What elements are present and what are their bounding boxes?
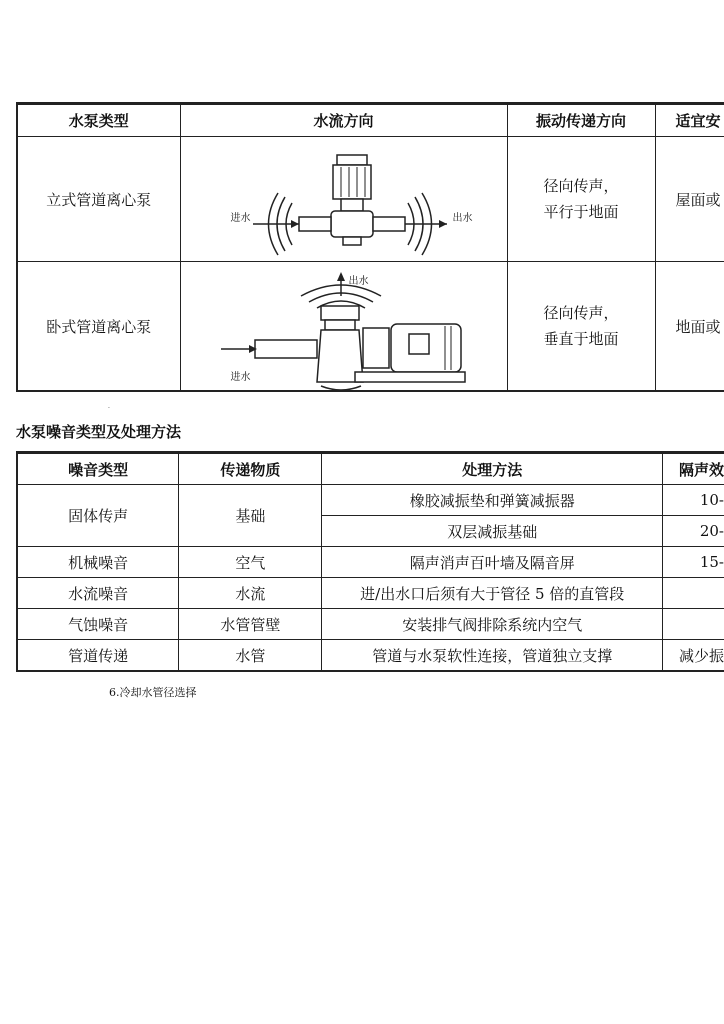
medium-cell: 空气 xyxy=(179,547,322,578)
table-row xyxy=(17,485,724,516)
noise-table-header-row xyxy=(17,453,724,485)
effect-cell: 15- xyxy=(662,547,724,578)
effect-cell: 20- xyxy=(662,516,724,547)
medium-cell: 水流 xyxy=(179,578,322,609)
header-noise-type: 噪音类型 xyxy=(17,453,179,485)
medium-cell: 基础 xyxy=(179,485,322,547)
horizontal-pump-diagram xyxy=(180,262,507,392)
noise-type-table xyxy=(16,451,724,672)
effect-cell: 减少振 xyxy=(662,640,724,672)
vibration-line1: 径向传声， xyxy=(543,304,619,322)
header-medium: 传递物质 xyxy=(179,453,322,485)
effect-cell xyxy=(662,609,724,640)
vibration-line2: 平行于地面 xyxy=(543,203,619,221)
method-cell: 橡胶减振垫和弹簧减振器 xyxy=(322,485,663,516)
vibration-direction-cell xyxy=(507,137,655,262)
pump-type-cell: 卧式管道离心泵 xyxy=(17,262,180,392)
noise-type-cell: 管道传递 xyxy=(17,640,179,672)
effect-cell: 10- xyxy=(662,485,724,516)
vibration-line1: 径向传声， xyxy=(543,177,619,195)
noise-type-cell: 固体传声 xyxy=(17,485,179,547)
caption: 6.冷却水管径选择 xyxy=(109,686,197,699)
outlet-label: 出水 xyxy=(348,276,369,287)
header-vibration-direction: 振动传递方向 xyxy=(507,104,655,137)
stray-dot: . xyxy=(108,403,110,410)
medium-cell: 水管管壁 xyxy=(179,609,322,640)
section-title: 水泵噪音类型及处理方法 xyxy=(16,423,182,441)
horizontal-pump-illustration xyxy=(181,262,507,390)
table-row xyxy=(17,262,724,392)
noise-type-cell: 机械噪音 xyxy=(17,547,179,578)
table-row xyxy=(17,609,724,640)
header-install-location: 适宜安 xyxy=(655,104,724,137)
inlet-label: 进水 xyxy=(230,372,251,383)
medium-cell: 水管 xyxy=(179,640,322,672)
noise-type-cell: 气蚀噪音 xyxy=(17,609,179,640)
noise-type-cell: 水流噪音 xyxy=(17,578,179,609)
inlet-label: 进水 xyxy=(230,213,251,224)
vibration-direction-cell xyxy=(507,262,655,392)
method-cell: 管道与水泵软性连接，管道独立支撑 xyxy=(322,640,663,672)
install-location-cell: 屋面或 xyxy=(655,137,724,262)
pump-table-header-row xyxy=(17,104,724,137)
table-row xyxy=(17,640,724,672)
vertical-pump-diagram xyxy=(180,137,507,262)
vertical-pump-illustration xyxy=(181,137,507,261)
vibration-line2: 垂直于地面 xyxy=(543,330,619,348)
header-effect: 隔声效 xyxy=(662,453,724,485)
header-pump-type: 水泵类型 xyxy=(17,104,180,137)
table-row xyxy=(17,578,724,609)
install-location-cell: 地面或 xyxy=(655,262,724,392)
method-cell: 双层减振基础 xyxy=(322,516,663,547)
outlet-label: 出水 xyxy=(452,213,473,224)
method-cell: 进/出水口后须有大于管径 5 倍的直管段 xyxy=(322,578,663,609)
header-flow-direction: 水流方向 xyxy=(180,104,507,137)
table-row xyxy=(17,137,724,262)
effect-cell xyxy=(662,578,724,609)
header-method: 处理方法 xyxy=(322,453,663,485)
method-cell: 安装排气阀排除系统内空气 xyxy=(322,609,663,640)
pump-type-cell: 立式管道离心泵 xyxy=(17,137,180,262)
pump-type-table xyxy=(16,102,724,392)
method-cell: 隔声消声百叶墙及隔音屏 xyxy=(322,547,663,578)
table-row xyxy=(17,547,724,578)
